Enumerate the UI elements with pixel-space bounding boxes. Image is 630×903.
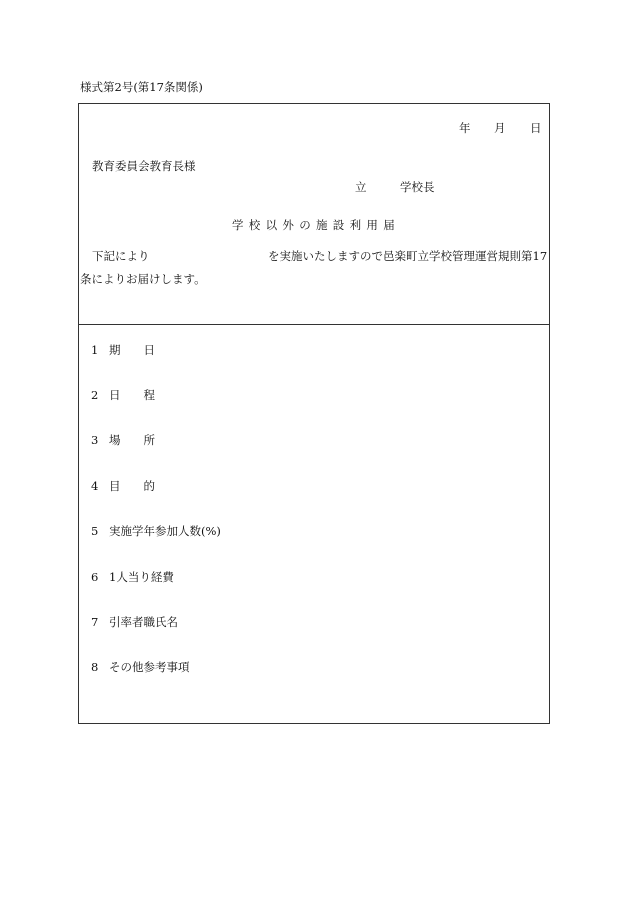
document-title: 学校以外の施設利用届 — [232, 218, 400, 232]
date-day: 日 — [530, 121, 542, 135]
item-label: その他参考事項 — [109, 660, 190, 674]
item-label: 日 程 — [109, 388, 155, 402]
item-number: 4 — [91, 479, 99, 493]
body-line1-end: を実施いたしますので邑楽町立学校管理運営規則第17 — [268, 249, 548, 263]
addressee: 教育委員会教育長様 — [92, 159, 196, 173]
item-number: 1 — [91, 343, 99, 357]
item-number: 5 — [91, 524, 99, 538]
sender-principal: 学校長 — [400, 180, 435, 194]
item-label: 引率者職氏名 — [109, 615, 178, 629]
date-year: 年 — [459, 121, 471, 135]
date-month: 月 — [494, 121, 506, 135]
body-line1-start: 下記により — [92, 249, 150, 263]
header-section — [78, 103, 550, 325]
item-label: 1人当り経費 — [109, 570, 174, 584]
item-number: 6 — [91, 570, 99, 584]
body-line2: 条によりお届けします。 — [80, 272, 206, 286]
form-number: 様式第2号(第17条関係) — [80, 80, 203, 94]
item-number: 7 — [91, 615, 99, 629]
item-number: 3 — [91, 433, 99, 447]
item-label: 実施学年参加人数(%) — [109, 524, 221, 538]
item-number: 8 — [91, 660, 99, 674]
item-label: 目 的 — [109, 479, 155, 493]
item-label: 場 所 — [109, 433, 155, 447]
item-label: 期 日 — [109, 343, 155, 357]
item-number: 2 — [91, 388, 99, 402]
sender-ritsu: 立 — [355, 180, 367, 194]
